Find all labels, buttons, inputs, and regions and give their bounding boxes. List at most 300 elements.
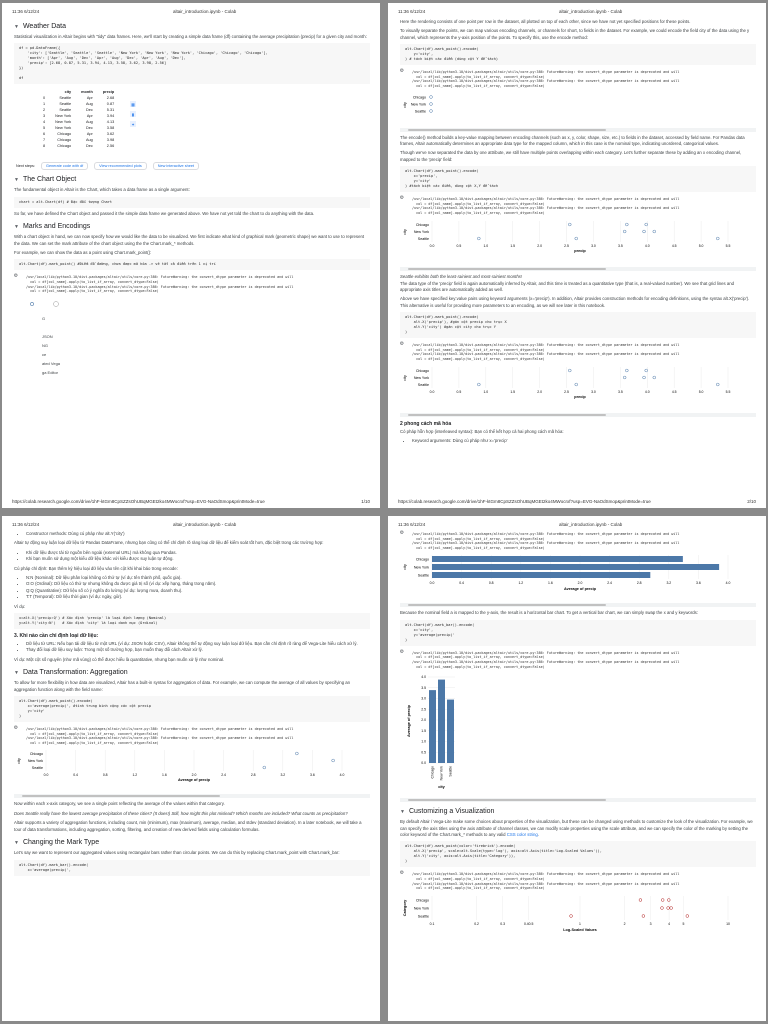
chart-log-scatter <box>398 893 758 941</box>
x-tick-label: 4.0 <box>725 581 731 586</box>
y-tick-label: 0.5 <box>421 750 426 755</box>
pdf-page-3 <box>2 516 380 1021</box>
y-tick-label: Seattle <box>417 573 429 578</box>
data-point <box>568 369 571 372</box>
y-axis-title: city <box>17 758 21 765</box>
x-tick-label: 0.0 <box>429 243 435 248</box>
section-title: Data Transformation: Aggregation <box>22 669 128 677</box>
x-axis-title: city <box>438 785 445 790</box>
y-axis-title: city <box>403 228 407 235</box>
table-cell: 0.87 <box>106 102 115 107</box>
table-cell: Seattle <box>59 102 72 107</box>
data-point <box>430 109 433 112</box>
x-tick-label: Seattle <box>448 766 453 777</box>
data-point <box>430 102 433 105</box>
data-point <box>623 230 626 233</box>
list-item: • Keyword arguments: Dùng cú pháp như x='precip' <box>412 438 754 444</box>
paragraph: To allow for more flexibility in how data are visualized, Altair has a built-in syntax for aggregation of data. For example, we can compute the average of all values by specifying an aggregation function along with the field name: <box>14 680 351 692</box>
x-tick-label: 0.5 <box>456 389 462 394</box>
code-cell[interactable]: x=alt.X('precip:Q') # Xác định 'precip' là loại định lượng (Nominal) y=alt.Y('city:N') # Xác định 'city' là loại danh mục (Ordinal) <box>14 613 370 629</box>
data-point <box>332 760 335 763</box>
list-item: • Khi bạn muốn sử dụng một kiểu dữ liệu khác với kiểu được suy luận tự động. <box>26 556 368 562</box>
x-axis-title: precip <box>574 394 586 399</box>
x-tick-label: 0.40.5 <box>523 921 534 926</box>
x-tick-label: 3.5 <box>618 243 623 248</box>
bullet-list <box>26 641 368 654</box>
y-tick-label: 2.0 <box>421 718 426 723</box>
table-cell: 3.94 <box>106 114 115 119</box>
print-time: 11:36 6/12/24 <box>398 9 426 14</box>
list-item: • Thay đổi loại dữ liệu suy luận: Trong một số trường hợp, bạn muốn thay đổi cách Altair xử lý. <box>26 647 368 653</box>
y-axis-title: city <box>403 564 407 571</box>
print-title: altair_introduction.ipynb - Colab <box>172 522 237 527</box>
paragraph-text: By default Altair / Vega-Lite make some choices about properties of the visualization, but these can be changed using methods to customize the look of the visualization. For example, we can specify the axis titles using the axis attribute of channel classes, we can modify scale properties using the scale attribute, and we can specify the color of the marking by setting the color keyword of the Chart.mark_* methods to any valid <box>400 819 753 837</box>
page-footer <box>398 499 756 504</box>
warning-text: /usr/local/lib/python3.10/dist-packages/altair/utils/core.py:386: FutureWarning: the convert_dtype parameter is deprecated and will col = df[col_name].apply(to_list_if_array, convert_dtype=False) /usr/local/lib/python3.10/dist-packages/altair/utils/core.py:386: FutureWarning: the convert_dtype parameter is deprecated and will col = df[col_name].apply(to_list_if_array, convert_dtype=False) <box>26 275 294 294</box>
table-cell: 3 <box>43 114 46 119</box>
table-cell: 7 <box>43 138 46 143</box>
x-tick-label: 0.5 <box>456 243 462 248</box>
table-cell: 5.31 <box>106 108 115 113</box>
pdf-page-4 <box>388 516 766 1021</box>
list-item: • N:N (Nominal): Dữ liệu phân loại không có thứ tự (ví dụ: tên thành phố, quốc gia). <box>26 575 368 581</box>
data-point <box>686 914 689 917</box>
bullet-list <box>26 550 368 563</box>
bar <box>432 572 650 578</box>
x-tick-label: 0.0 <box>429 581 435 586</box>
horizontal-scrollbar[interactable] <box>400 267 756 271</box>
y-tick-label: New York <box>413 229 429 234</box>
data-point <box>642 914 645 917</box>
x-tick-label: 10 <box>726 921 730 926</box>
data-point <box>653 376 656 379</box>
section-aggregation[interactable] <box>14 669 370 676</box>
menu-item[interactable]: ga Editor <box>42 369 59 375</box>
y-axis-title: Average of precip <box>407 705 411 738</box>
menu-item[interactable]: NG <box>42 342 48 348</box>
data-point <box>575 237 578 240</box>
paragraph: By default Altair / Vega-Lite make some choices about properties of the visualization, but these can be changed using methods to customize the look of the visualization. For example, we can specify the axis titles using the axis attribute of channel classes, we can modify scale properties using the scale attribute, and we can specify the color of the marking by setting the color keyword of the Chart.mark_* methods to any valid CSS color string. <box>400 819 753 837</box>
column-header: month <box>81 90 93 95</box>
data-point <box>653 230 656 233</box>
table-cell: Aug <box>86 102 93 107</box>
data-point <box>30 302 33 305</box>
bar <box>432 564 719 570</box>
chevron-down-icon[interactable]: ▼ <box>14 176 19 183</box>
cell-output <box>398 341 756 363</box>
table-cell: New York <box>55 120 72 125</box>
warning-text: /usr/local/lib/python3.10/dist-packages/altair/utils/core.py:386: FutureWarning: the convert_dtype parameter is deprecated and will col = df[col_name].apply(to_list_if_array, convert_dtype=False) /usr/local/lib/python3.10/dist-packages/altair/utils/core.py:386: FutureWarning: the convert_dtype parameter is deprecated and will col = df[col_name].apply(to_list_if_array, convert_dtype=False) <box>412 872 680 891</box>
data-point <box>716 383 719 386</box>
table-cell: New York <box>55 114 72 119</box>
x-tick-label: 5.0 <box>698 389 704 394</box>
y-tick-label: New York <box>410 102 426 107</box>
table-tools <box>130 101 136 127</box>
menu-item[interactable] <box>42 325 68 334</box>
pdf-page-1 <box>2 3 380 508</box>
data-point <box>430 95 433 98</box>
new-interactive-sheet-button[interactable]: New interactive sheet <box>153 162 199 170</box>
table-cell: Dec <box>86 108 93 113</box>
section-marks-encodings[interactable] <box>14 223 370 230</box>
output-icon[interactable]: ⚙ <box>400 341 404 348</box>
page-number: 2/10 <box>747 499 756 504</box>
cell-output <box>398 870 756 892</box>
table-cell: 3.62 <box>106 132 115 137</box>
next-steps-label: Next steps: <box>16 164 35 169</box>
magic-icon[interactable]: ✦ <box>131 121 135 127</box>
chevron-down-icon[interactable]: ▼ <box>14 839 19 846</box>
code-cell[interactable]: alt.Chart(df).mark_point() #Điểm đồ đường, chưa được mã hóa -> vẽ tất cả điểm trên 1 vị trí <box>14 259 370 270</box>
menu-item[interactable]: G <box>42 315 46 321</box>
y-tick-label: New York <box>413 565 429 570</box>
y-tick-label: Chicago <box>415 898 429 903</box>
x-tick-label: 1.0 <box>483 243 489 248</box>
data-point <box>295 753 298 756</box>
x-tick-label: 4.5 <box>671 243 677 248</box>
y-tick-label: New York <box>413 906 429 911</box>
paragraph: Cú pháp chỉ định: Bạn thêm ký hiệu loại dữ liệu vào tên cột khi khai báo trong encode: <box>14 565 178 571</box>
generate-code-button[interactable]: Generate code with df <box>41 162 88 170</box>
paragraph: Though we've now separated the data by one attribute, we still have multiple points overlapping within each category. Let's further separate these by adding an x encoding channel, mapped to the 'precip' field: <box>400 150 742 162</box>
y-tick-label: Seattle <box>417 914 429 919</box>
column-header: city <box>64 90 72 95</box>
print-title: altair_introduction.ipynb - Colab <box>172 9 237 14</box>
cell-output <box>12 273 370 295</box>
more-actions-icon[interactable] <box>54 301 59 306</box>
data-point <box>643 376 646 379</box>
code-cell[interactable]: alt.Chart(df).mark_bar().encode( x='average(precip)', <box>14 860 370 876</box>
paragraph: Let's say we want to represent our aggregated values using rectangular bars rather than circular points. We can do this by replacing Chart.mark_point with Chart.mark_bar: <box>14 850 340 856</box>
x-tick-label: 1.0 <box>483 389 489 394</box>
chart-city-strip <box>398 91 758 121</box>
table-cell: 2 <box>43 108 46 113</box>
section-customizing[interactable] <box>400 808 756 815</box>
data-point <box>477 383 480 386</box>
table-cell: Dec <box>86 126 93 131</box>
x-tick-label: 2.5 <box>564 243 569 248</box>
table-cell: 0 <box>43 96 46 101</box>
bullet-list <box>412 438 754 444</box>
paragraph: For example, we can show the data as a point using Chart.mark_point(): <box>14 250 152 256</box>
warning-text: /usr/local/lib/python3.10/dist-packages/altair/utils/core.py:386: FutureWarning: the convert_dtype parameter is deprecated and will col = df[col_name].apply(to_list_if_array, convert_dtype=False) /usr/local/lib/python3.10/dist-packages/altair/utils/core.py:386: FutureWarning: the convert_dtype parameter is deprecated and will col = df[col_name].apply(to_list_if_array, convert_dtype=False) <box>412 650 680 669</box>
pdf-page-2 <box>388 3 766 508</box>
table-cell: Seattle <box>59 96 72 101</box>
code-cell[interactable]: alt.Chart(df).mark_point(color='firebrick').encode( alt.X('precip', scale=alt.Scale(type='log'), axis=alt.Axis(title='Log-Scaled Values')), alt.Y('city', axis=alt.Axis(title='Category')), ) <box>400 841 756 867</box>
section-title: Marks and Encodings <box>22 223 91 231</box>
table-cell: Chicago <box>57 132 72 137</box>
x-tick-label: 2 <box>623 921 626 926</box>
code-cell[interactable]: chart = alt.Chart(df) # Đặc đối tượng Chart <box>14 197 370 208</box>
print-title: altair_introduction.ipynb - Colab <box>558 522 623 527</box>
view-recommended-plots-button[interactable]: View recommended plots <box>94 162 147 170</box>
x-tick-label: 3.0 <box>591 243 596 248</box>
dataframe-output <box>12 87 370 159</box>
cell-output <box>398 68 756 90</box>
table-cell: New York <box>55 126 72 131</box>
table-cell: 3.98 <box>106 138 115 143</box>
output-icon[interactable]: ⚙ <box>400 195 404 202</box>
data-point <box>661 898 664 901</box>
x-tick-label: 1 <box>579 921 581 926</box>
output-icon[interactable]: ⚙ <box>400 68 404 75</box>
x-tick-label: 3.2 <box>666 581 672 586</box>
print-title: altair_introduction.ipynb - Colab <box>558 9 623 14</box>
data-point <box>670 906 673 909</box>
section-title: Changing the Mark Type <box>22 839 100 847</box>
y-axis-title: Category <box>403 899 407 916</box>
chevron-down-icon[interactable]: ▼ <box>14 223 19 230</box>
table-cell: 8 <box>43 144 46 149</box>
data-point <box>263 767 266 770</box>
x-tick-label: 2.0 <box>191 773 197 778</box>
table-cell: Seattle <box>59 108 72 113</box>
y-tick-label: Seattle <box>417 236 429 241</box>
code-cell[interactable]: df = pd.DataFrame({ 'city': ['Seattle', 'Seattle', 'Seattle', 'New York', 'New York', 'New York', 'Chicago', 'Chicago', 'Chicago'], 'month': ['Apr', 'Aug', 'Dec', 'Apr', 'Aug', 'Dec', 'Apr', 'Aug', 'Dec'], 'precip': [2.68, 0.87, 5.31, 3.94, 4.13, 3.58, 3.62, 3.98, 2.56] }) df <box>14 43 370 84</box>
subheading: 2 phong cách mã hóa <box>400 420 452 427</box>
paragraph: Ví dụ: Một cột số nguyên (như mã vùng) có thể được hiểu là quantitative, nhưng bạn muốn xử lý như nominal. <box>14 656 225 662</box>
chart-average-scatter <box>12 747 372 787</box>
x-tick-label: 0.0 <box>43 773 49 778</box>
chevron-down-icon[interactable]: ▼ <box>14 23 19 30</box>
code-cell[interactable]: alt.Chart(df).mark_point().encode( y='city', ) # tách biệt các điểm (dùng cột Y để tách) <box>400 44 756 65</box>
table-cell: 2.68 <box>106 96 115 101</box>
code-cell[interactable]: alt.Chart(df).mark_point().encode( alt.X('precip'), #gán cột precip cho trục X alt.Y('city') #gán cột city cho trục Y ) <box>400 312 756 338</box>
warning-text: /usr/local/lib/python3.10/dist-packages/altair/utils/core.py:386: FutureWarning: the convert_dtype parameter is deprecated and will col = df[col_name].apply(to_list_if_array, convert_dtype=False) /usr/local/lib/python3.10/dist-packages/altair/utils/core.py:386: FutureWarning: the convert_dtype parameter is deprecated and will col = df[col_name].apply(to_list_if_array, convert_dtype=False) <box>412 70 680 88</box>
table-cell: Apr <box>86 96 93 101</box>
paragraph: With a chart object in hand, we can now specify how we would like the data to be visualized. We first indicate what kind of graphical mark (geometric shape) we want to use to represent the data. We can set the mark attribute of the chart object using the the Chart.mark_* methods. <box>14 234 365 246</box>
x-tick-label: 5.5 <box>725 243 731 248</box>
x-tick-label: 3 <box>649 921 652 926</box>
paragraph: To visually separate the points, we can map various encoding channels, or channels for short, to fields in the dataset. For example, we could encode the field city of the data using the y channel, which represents the y-axis position of the points. To specify this, use the encode method: <box>400 28 750 40</box>
table-cell: Chicago <box>57 138 72 143</box>
y-tick-label: Chicago <box>29 752 43 757</box>
table-cell: Aug <box>86 120 93 125</box>
paragraph: The encode() method builds a key-value mapping between encoding channels (such as x, y, color, shape, size, etc.) to fields in the dataset, accessed by field name. For Pandas data frames, Altair automatically determines an appropriate data type for the mapped column, which in this case is the nominal type, indicating unordered, categorical values. <box>400 134 745 146</box>
table-icon[interactable]: ▦ <box>131 101 135 107</box>
table-cell: 4 <box>43 120 46 125</box>
section-chart-object[interactable] <box>14 176 370 183</box>
x-tick-label: 1.5 <box>510 389 516 394</box>
x-tick-label: 2.8 <box>250 773 256 778</box>
section-weather-data[interactable] <box>14 23 370 30</box>
y-tick-label: 3.0 <box>421 696 426 701</box>
menu-item[interactable]: JSON <box>42 333 53 339</box>
data-point <box>639 898 642 901</box>
css-color-link[interactable]: CSS color string <box>506 831 538 837</box>
x-tick-label: 5 <box>682 921 685 926</box>
subheading: 3. Khi nào cần chỉ định loại dữ liệu: <box>14 633 99 640</box>
cell-output <box>398 649 756 671</box>
x-axis-title: Average of precip <box>564 587 596 592</box>
chevron-down-icon[interactable]: ▼ <box>400 808 405 815</box>
y-tick-label: Chicago <box>412 95 426 100</box>
page-header <box>12 9 370 17</box>
page-number: 1/10 <box>361 499 370 504</box>
x-tick-label: 2.4 <box>607 581 612 586</box>
data-point <box>716 237 719 240</box>
table-cell: Apr <box>86 132 93 137</box>
x-tick-label: 0.4 <box>459 581 464 586</box>
page-header <box>398 522 756 530</box>
y-tick-label: Chicago <box>415 557 429 562</box>
page-header <box>398 9 756 17</box>
paragraph: The data type of the 'precip' field is again automatically inferred by Altair, and this time is treated as a quantitative type (that is, a real-valued number). We see that grid lines and appropriate axis titles are automatically added as well. <box>400 280 735 292</box>
x-axis-title: Log-Scaled Values <box>563 927 597 932</box>
x-tick-label: 5.5 <box>725 389 731 394</box>
chart-precip-scatter-2 <box>398 364 758 406</box>
data-point <box>661 906 664 909</box>
column-header: precip <box>102 90 115 95</box>
x-tick-label: 0.1 <box>429 921 435 926</box>
y-tick-label: 3.5 <box>421 686 426 691</box>
x-tick-label: 4.0 <box>644 243 650 248</box>
x-tick-label: 0.8 <box>488 581 494 586</box>
bar <box>429 690 436 763</box>
bullet-list <box>26 531 368 537</box>
cell-output <box>398 195 756 217</box>
chart-horizontal-bar <box>398 552 758 596</box>
y-axis-title: city <box>403 374 407 381</box>
section-title: The Chart Object <box>22 176 77 184</box>
y-tick-label: Chicago <box>415 222 429 227</box>
actions-menu <box>42 316 68 379</box>
x-tick-label: 3.6 <box>310 773 315 778</box>
chevron-down-icon[interactable]: ▼ <box>14 669 19 676</box>
x-tick-label: 0.4 <box>73 773 78 778</box>
paragraph: Altair supports a variety of aggregation functions, including count, min (minimum), max (maximum), average, median, and stdev (standard deviation). In a later notebook, we will take a tour of data transformations, including aggregation, sorting, filtering, and creation of new derived fields using calculation formulas. <box>14 820 362 832</box>
y-tick-label: Seattle <box>31 766 43 771</box>
chart-vertical-bar <box>398 671 758 791</box>
section-mark-type[interactable] <box>14 839 370 846</box>
horizontal-scrollbar[interactable] <box>400 603 756 607</box>
horizontal-scrollbar[interactable] <box>400 798 756 802</box>
bar <box>438 680 445 763</box>
data-point <box>667 898 670 901</box>
cell-output <box>12 725 370 747</box>
y-tick-label: Chicago <box>415 368 429 373</box>
data-point <box>625 369 628 372</box>
x-tick-label: 1.6 <box>162 773 167 778</box>
x-tick-label: 4.5 <box>671 389 677 394</box>
paragraph: Because the nominal field a is mapped to the y-axis, the result is a horizontal bar chart. To get a vertical bar chart, we can simply swap the x and y keywords: <box>400 610 698 616</box>
x-tick-label: 1.2 <box>518 581 524 586</box>
chart-icon[interactable]: ▮ <box>131 111 135 117</box>
x-tick-label: 4.0 <box>339 773 345 778</box>
data-point <box>623 376 626 379</box>
paragraph: Có pháp hỗn hợp (interleaved syntax): Bạn có thể kết hợp cả hai phong cách mã hóa: <box>400 428 564 434</box>
print-time: 11:36 6/12/24 <box>12 9 40 14</box>
output-icon[interactable]: ⚙ <box>400 648 404 655</box>
x-tick-label: Chicago <box>430 766 435 779</box>
paragraph: So far, we have defined the Chart object and passed it the simple data frame we generated above. We have not yet told the chart to do anything with the data. <box>14 210 315 216</box>
caption: Seattle exhibits both the least-rainiest and most-rainiest months! <box>400 273 523 279</box>
output-icon[interactable]: ⚙ <box>14 273 18 280</box>
paragraph: Altair tự động suy luận loại dữ liệu từ Pandas DataFrame, nhưng bạn cũng có thể chỉ định rõ ràng loại dữ liệu để kiểm soát tốt hơn, đặc biệt trong các trường hợp: <box>14 540 324 546</box>
page-url: https://colab.research.google.com/drive/1hF-ktGm8CpSZZsOhUBqMGEt2ko4MWocrxf?usp=EVG-NaOdSmop&printMode=true <box>12 499 265 504</box>
x-axis-title: Average of precip <box>178 778 210 783</box>
page-url: https://colab.research.google.com/drive/1hF-ktGm8CpSZZsOhUBqMGEt2ko4MWocrxf?usp=EVG-NaOdSmop&printMode=true <box>398 499 651 504</box>
paragraph: Ví dụ: <box>14 603 26 609</box>
paragraph: Here the rendering consists of one point per row in the dataset, all plotted on top of each other, since we have not yet specified positions for these points. <box>400 19 691 24</box>
section-title: Weather Data <box>22 23 67 30</box>
paragraph: The fundamental object in Altair is the Chart, which takes a data frame as a single argument: <box>14 187 190 193</box>
output-icon[interactable]: ⚙ <box>400 870 404 877</box>
code-cell[interactable]: alt.Chart(df).mark_bar().encode( x='city', y='average(precip)' ) <box>400 620 756 646</box>
table-cell: Aug <box>86 138 93 143</box>
x-tick-label: 2.4 <box>221 773 226 778</box>
next-steps-bar <box>16 162 370 170</box>
page-footer <box>12 499 370 504</box>
data-point <box>575 383 578 386</box>
bullet-list <box>26 575 368 601</box>
list-item: • Dữ liệu từ URL: Nếu bạn tải dữ liệu từ một URL (ví dụ: JSON hoặc CSV), Altair không thể tự động suy luận loại dữ liệu. Bạn cần chỉ định rõ ràng để Vega-Lite hiểu cách xử lý. <box>26 641 368 647</box>
list-item: • Q:Q (Quantitative): Dữ liệu số có ý nghĩa đo lường (ví dụ: lượng mưa, doanh thu). <box>26 588 368 594</box>
y-axis-title: city <box>403 101 407 108</box>
warning-text: /usr/local/lib/python3.10/dist-packages/altair/utils/core.py:386: FutureWarning: the convert_dtype parameter is deprecated and will col = df[col_name].apply(to_list_if_array, convert_dtype=False) /usr/local/lib/python3.10/dist-packages/altair/utils/core.py:386: FutureWarning: the convert_dtype parameter is deprecated and will col = df[col_name].apply(to_list_if_array, convert_dtype=False) <box>412 343 680 361</box>
x-tick-label: 5.0 <box>698 243 704 248</box>
x-tick-label: 1.2 <box>132 773 138 778</box>
code-cell[interactable]: alt.Chart(df).mark_point().encode( x='average(precip)', #tính trung bình cộng các cột precip y='city' ) <box>14 696 370 722</box>
x-tick-label: 2.0 <box>537 389 542 394</box>
table-cell: 2.56 <box>106 144 115 149</box>
x-tick-label: 3.5 <box>618 389 623 394</box>
bar <box>432 556 683 562</box>
page-header <box>12 522 370 530</box>
y-tick-label: New York <box>413 375 429 380</box>
output-icon[interactable]: ⚙ <box>400 530 404 536</box>
print-time: 11:36 6/12/24 <box>398 522 426 527</box>
paragraph: Statistical visualization in Altair begins with "tidy" data frames. Here, we'll start by creating a simple data frame (df) containing the average precipitation (precip) for a given city and month: <box>14 34 367 39</box>
table-cell: 4.13 <box>106 120 115 125</box>
horizontal-scrollbar[interactable] <box>400 128 756 132</box>
horizontal-scrollbar[interactable] <box>400 413 756 417</box>
chart-precip-scatter <box>398 218 758 260</box>
bar <box>447 700 454 763</box>
output-icon[interactable]: ⚙ <box>14 725 18 732</box>
x-tick-label: 3.0 <box>591 389 596 394</box>
table-cell: 1 <box>43 102 46 107</box>
list-item: • Constructor methods: Dùng cú pháp như alt.Y('city') <box>26 531 368 537</box>
menu-item[interactable]: ated Vega <box>42 360 61 366</box>
menu-item[interactable]: ce <box>42 351 47 357</box>
list-item: • Khi dữ liệu được tải từ nguồn bên ngoài (external URL) mà không qua Pandas. <box>26 550 368 556</box>
y-tick-label: 2.5 <box>421 707 426 712</box>
data-point <box>570 914 573 917</box>
table-cell: 6 <box>43 132 46 137</box>
x-tick-label: 1.5 <box>510 243 516 248</box>
x-tick-label: 2.0 <box>577 581 583 586</box>
x-tick-label: 2.0 <box>537 243 542 248</box>
paragraph: Above we have specified key:value pairs using keyword arguments (x='precip'). In addition, Altair provides construction methods for encoding definitions, using the syntax alt.X('precip'). This alternative is useful for providing more parameters to an encoding, as we will see later in this notebook. <box>400 296 750 308</box>
code-cell[interactable]: alt.Chart(df).mark_point().encode( x='precip', y='city' ) #tách biệt các điểm, dùng cột X,Y để tách <box>400 166 756 192</box>
x-axis-title: precip <box>574 248 586 253</box>
warning-text: /usr/local/lib/python3.10/dist-packages/altair/utils/core.py:386: FutureWarning: the convert_dtype parameter is deprecated and will col = df[col_name].apply(to_list_if_array, convert_dtype=False) /usr/local/lib/python3.10/dist-packages/altair/utils/core.py:386: FutureWarning: the convert_dtype parameter is deprecated and will col = df[col_name].apply(to_list_if_array, convert_dtype=False) <box>412 532 680 550</box>
warning-text: /usr/local/lib/python3.10/dist-packages/altair/utils/core.py:386: FutureWarning: the convert_dtype parameter is deprecated and will col = df[col_name].apply(to_list_if_array, convert_dtype=False) /usr/local/lib/python3.10/dist-packages/altair/utils/core.py:386: FutureWarning: the convert_dtype parameter is deprecated and will col = df[col_name].apply(to_list_if_array, convert_dtype=False) <box>412 197 680 215</box>
y-tick-label: 1.0 <box>421 739 426 744</box>
x-tick-label: 1.6 <box>548 581 553 586</box>
warning-text: /usr/local/lib/python3.10/dist-packages/altair/utils/core.py:386: FutureWarning: the convert_dtype parameter is deprecated and will col = df[col_name].apply(to_list_if_array, convert_dtype=False) /usr/local/lib/python3.10/dist-packages/altair/utils/core.py:386: FutureWarning: the convert_dtype parameter is deprecated and will col = df[col_name].apply(to_list_if_array, convert_dtype=False) <box>26 727 294 745</box>
dataframe-table <box>38 89 119 149</box>
x-tick-label: 4.0 <box>644 389 650 394</box>
list-item: • T:T (Temporal): Dữ liệu thời gian (ví dụ: ngày, giờ). <box>26 594 368 600</box>
x-tick-label: 3.2 <box>280 773 286 778</box>
table-row <box>38 143 119 149</box>
y-tick-label: 0.0 <box>421 761 426 766</box>
list-item: • O:O (Ordinal): Dữ liệu có thứ tự nhưng không đo được giá trị số (ví dụ: xếp hạng, tháng trong năm). <box>26 581 368 587</box>
table-cell: Apr <box>86 114 93 119</box>
horizontal-scrollbar[interactable] <box>14 794 370 798</box>
